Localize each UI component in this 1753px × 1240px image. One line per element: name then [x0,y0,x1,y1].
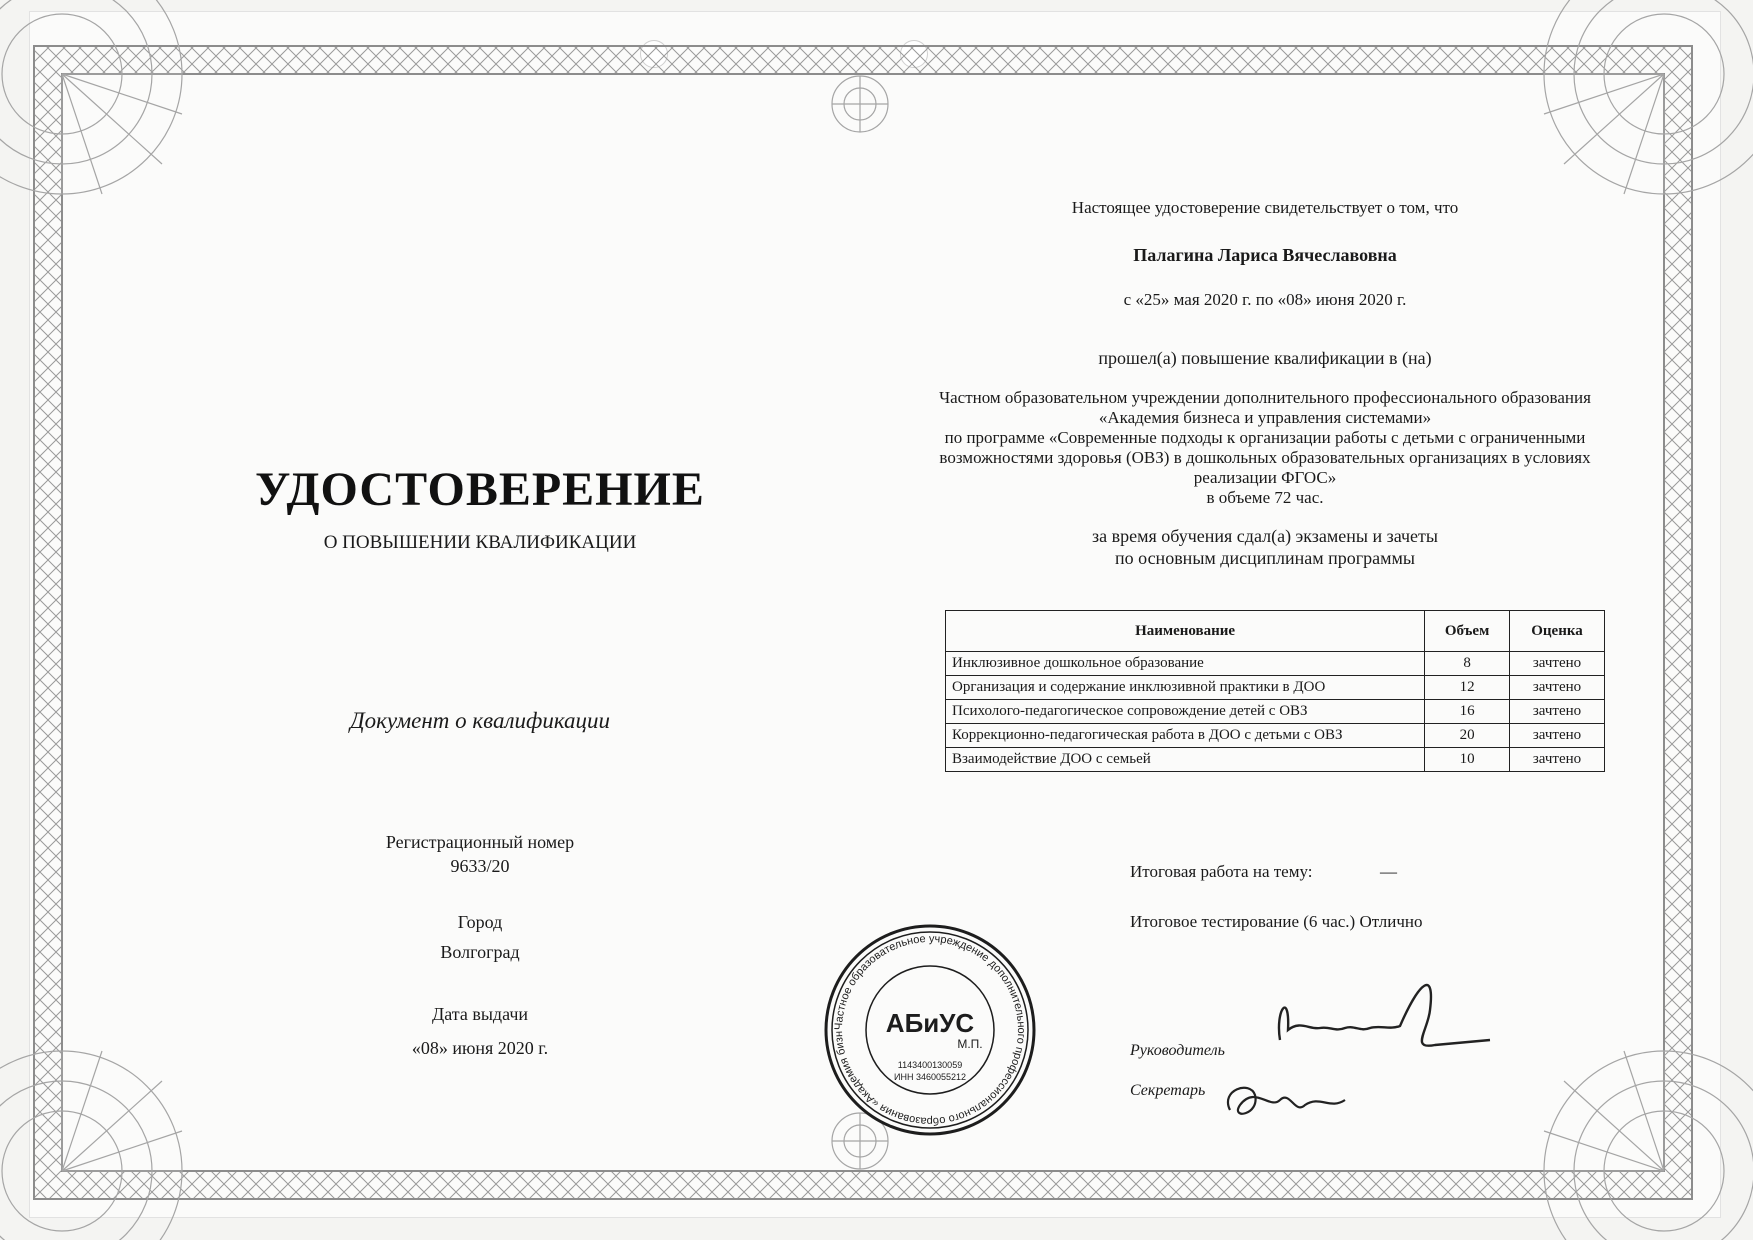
table-row [946,724,1605,748]
exams-line-2: по основным дисциплинам программы [1114,548,1415,568]
document-kind: Документ о квалификации [349,708,611,733]
subject-name: Коррекционно-педагогическая работа в ДОО с детьми с ОВЗ [946,724,1425,748]
institution-line-1: Частном образовательном учреждении дополнительного профессионального образования [939,388,1591,407]
subject-name: Инклюзивное дошкольное образование [946,652,1425,676]
program-volume: в объеме 72 час. [1206,488,1324,507]
issue-date: «08» июня 2020 г. [411,1038,549,1058]
header-grade: Оценка [1510,611,1605,652]
subject-grade: зачтено [1510,748,1605,772]
certificate-title: УДОСТОВЕРЕНИЕ [255,463,705,516]
institution-line-2: «Академия бизнеса и управления системами» [1098,408,1432,427]
program-line-3: реализации ФГОС» [1193,468,1337,487]
subject-grade: зачтено [1510,676,1605,700]
subject-volume: 10 [1425,748,1510,772]
subject-name: Психолого-педагогическое сопровождение детей с ОВЗ [946,700,1425,724]
reg-number-label: Регистрационный номер [385,832,575,852]
subject-grade: зачтено [1510,724,1605,748]
subject-grade: зачтено [1510,652,1605,676]
passed-text: прошел(а) повышение квалификации в (на) [1098,348,1432,368]
study-period: с «25» мая 2020 г. по «08» июня 2020 г. [1123,290,1407,309]
final-test: Итоговое тестирование (6 час.) Отлично [1130,912,1423,931]
stamp-center: АБиУС [885,1008,975,1038]
city-label: Город [457,912,503,932]
table-header-row [946,611,1605,652]
person-name: Палагина Лариса Вячеславовна [1133,245,1397,265]
stamp-ring-text: Частное образовательное учреждение дополнительного профессионального образования «Академия бизн [832,932,1028,1128]
subject-volume: 16 [1425,700,1510,724]
secretary-label: Секретарь [1130,1082,1206,1099]
secretary-signature [1210,1060,1360,1140]
certificate-subtitle: О ПОВЫШЕНИИ КВАЛИФИКАЦИИ [323,532,637,553]
table-row [946,652,1605,676]
reg-number: 9633/20 [450,856,510,876]
stamp-seal [820,920,1040,1140]
final-work-value: — [1380,862,1397,881]
stamp-ogrn: 1143400130059 [897,1060,963,1070]
intro-text: Настоящее удостоверение свидетельствует о том, что [1071,198,1459,217]
subject-name: Взаимодействие ДОО с семьей [946,748,1425,772]
program-line-2: возможностями здоровья (ОВЗ) в дошкольных образовательных организациях в условиях [939,448,1591,467]
final-work-label: Итоговая работа на тему: [1130,862,1313,881]
table-row [946,676,1605,700]
issue-date-label: Дата выдачи [431,1004,529,1024]
subject-volume: 12 [1425,676,1510,700]
subject-grade: зачтено [1510,700,1605,724]
stamp-inn: ИНН 3460055212 [893,1072,967,1082]
city: Волгоград [440,942,520,962]
table-row [946,700,1605,724]
header-volume: Объем [1425,611,1510,652]
stamp-mp: М.П. [957,1037,983,1051]
header-name: Наименование [946,611,1425,652]
subjects-table [945,610,1605,772]
subject-volume: 20 [1425,724,1510,748]
exams-line-1: за время обучения сдал(а) экзамены и зачеты [1091,526,1439,546]
program-line-1: по программе «Современные подходы к организации работы с детьми с ограниченными [944,428,1586,447]
official-stamp [820,920,1040,1145]
subject-name: Организация и содержание инклюзивной практики в ДОО [946,676,1425,700]
subject-volume: 8 [1425,652,1510,676]
table-row [946,748,1605,772]
head-label: Руководитель [1130,1042,1225,1059]
